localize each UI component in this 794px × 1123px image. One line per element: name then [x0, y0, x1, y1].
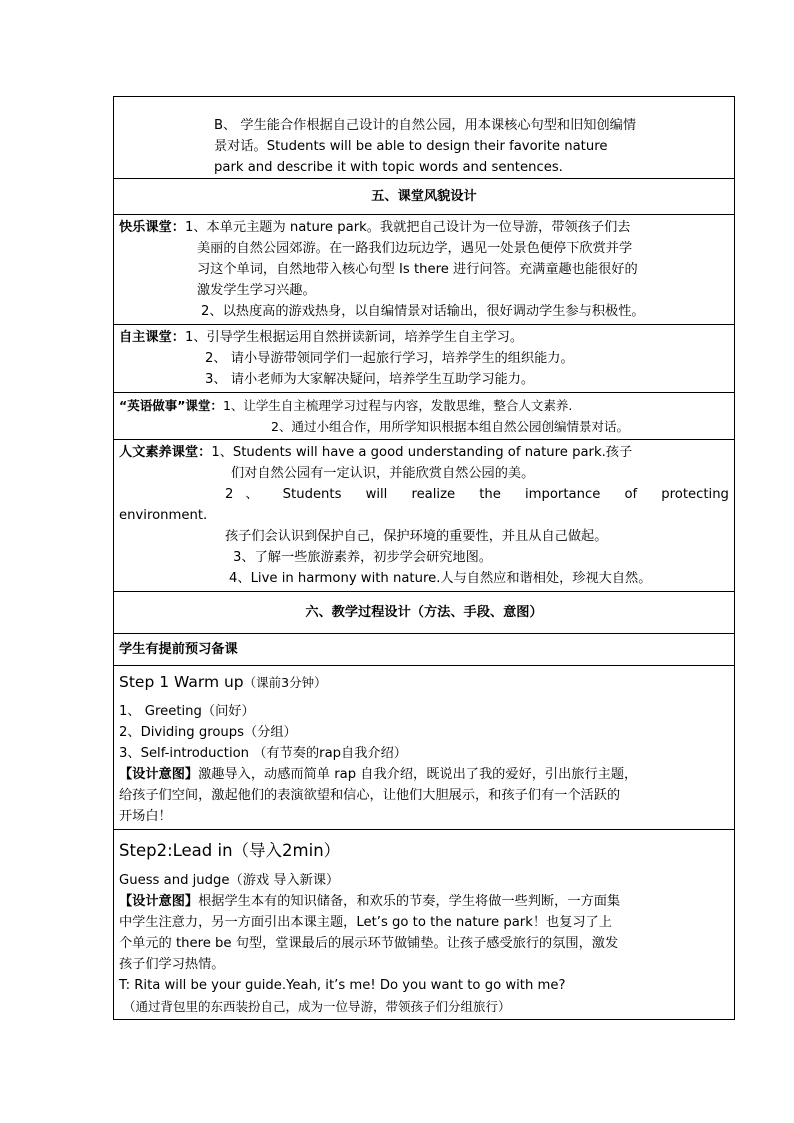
self-class-line-2: 2、 请小导游带领同学们一起旅行学习，培养学生的组织能力。	[205, 351, 574, 366]
humanity-class-label: 人文素养课堂：	[119, 445, 212, 460]
step1-intent-line: 开场白！	[119, 809, 172, 824]
humanity-line-1: 1、Students will have a good understanding of nature park.孩子	[211, 445, 633, 460]
english-class-line-2: 2、通过小组合作，用所学知识根据本组自然公园创编情景对话。	[271, 419, 629, 434]
self-class-row	[114, 325, 735, 393]
goal-b-line-3: park and describe it with topic words and sentences.	[214, 160, 563, 175]
step2-intent-line: 孩子们学习热情。	[119, 957, 225, 972]
humanity-line-5: 孩子们会认识到保护自己，保护环境的重要性，并且从自己做起。	[225, 529, 608, 544]
section6-title: 六、教学过程设计（方法、手段、意图）	[114, 592, 735, 634]
happy-class-label: 快乐课堂：	[119, 220, 185, 235]
happy-class-line: 激发学生学习兴趣。	[197, 283, 316, 298]
humanity-class-row	[114, 440, 735, 592]
step1-intent-label: 【设计意图】	[119, 767, 199, 782]
step1-item: 3、Self-introduction （有节奏的rap自我介绍）	[119, 746, 407, 761]
step2-row	[114, 830, 735, 1020]
step2-cell	[114, 830, 735, 1020]
word: protecting	[661, 487, 729, 502]
step1-cell	[114, 666, 735, 830]
section6-row	[114, 592, 735, 634]
step1-item: 1、 Greeting（问好）	[119, 704, 255, 719]
step2-title: Step2:Lead in（导入2min）	[119, 841, 341, 860]
english-class-label: “英语做事”课堂：	[119, 398, 223, 413]
step1-item: 2、Dividing groups（分组）	[119, 725, 297, 740]
prep-row	[114, 634, 735, 666]
step2-dialog: T: Rita will be your guide.Yeah, it’s me! Do you want to go with me?	[119, 978, 566, 993]
document-page	[113, 96, 735, 1020]
goal-b-row	[114, 97, 735, 179]
word: of	[624, 487, 638, 502]
happy-class-row	[114, 215, 735, 325]
happy-class-line: 1、本单元主题为 nature park。我就把自己设计为一位导游，带领孩子们去	[184, 220, 631, 235]
step1-row	[114, 666, 735, 830]
step1-intent-line: 给孩子们空间，激起他们的表演欲望和信心，让他们大胆展示，和孩子们有一个活跃的	[119, 788, 621, 803]
self-class-line-1: 1、引导学生根据运用自然拼读新词，培养学生自主学习。	[184, 330, 524, 345]
humanity-line-3	[119, 484, 729, 505]
word: the	[479, 487, 501, 502]
step1-time: （课前3分钟）	[243, 675, 327, 690]
step2-intent-label: 【设计意图】	[119, 894, 199, 909]
step2-note: （通过背包里的东西装扮自己，成为一位导游，带领孩子们分组旅行）	[123, 999, 511, 1014]
lesson-plan-table	[113, 96, 735, 1020]
word: importance	[524, 487, 601, 502]
humanity-line-4: environment.	[119, 508, 208, 523]
humanity-line-7: 4、Live in harmony with nature.人与自然应和谐相处，珍视大自然。	[229, 571, 652, 586]
goal-b-line-1: B、 学生能合作根据自己设计的自然公园，用本课核心句型和旧知创编情	[214, 118, 637, 133]
word: Students	[282, 487, 342, 502]
english-class-line-1: 1、让学生自主梳理学习过程与内容，发散思维，整合人文素养.	[222, 398, 573, 413]
happy-class-line: 2、以热度高的游戏热身，以自编情景对话输出，很好调动学生参与积极性。	[201, 304, 645, 319]
humanity-line-6: 3、了解一些旅游素养，初步学会研究地图。	[233, 550, 492, 565]
section5-title: 五、课堂风貌设计	[114, 179, 735, 215]
happy-class-line: 美丽的自然公园郊游。在一路我们边玩边学，遇见一处景色便停下欣赏并学	[197, 241, 633, 256]
self-class-line-3: 3、 请小老师为大家解决疑问，培养学生互助学习能力。	[205, 372, 535, 387]
happy-class-cell	[114, 215, 735, 325]
humanity-line-2: 们对自然公园有一定认识，并能欣赏自然公园的美。	[231, 466, 535, 481]
step2-intent-line: 根据学生本有的知识储备，和欢乐的节奏，学生将做一些判断，一方面集	[198, 894, 621, 909]
self-class-cell	[114, 325, 735, 393]
step1-intent-line: 激趣导入，动感而简单 rap 自我介绍，既说出了我的爱好，引出旅行主题，	[198, 767, 638, 782]
word: realize	[411, 487, 456, 502]
english-class-row	[114, 393, 735, 440]
word: will	[365, 487, 388, 502]
english-class-cell	[114, 393, 735, 440]
step2-intent-line: 中学生注意力，另一方面引出本课主题，Let’s go to the nature park！也复习了上	[119, 915, 612, 930]
step2-sub: Guess and judge（游戏 导入新课）	[119, 873, 340, 888]
self-class-label: 自主课堂：	[119, 330, 185, 345]
goal-b-line-2: 景对话。Students will be able to design their favorite nature	[214, 139, 608, 154]
goal-b-cell	[114, 97, 735, 179]
section5-row	[114, 179, 735, 215]
prep-text: 学生有提前预习备课	[114, 634, 735, 666]
word: 2	[225, 487, 234, 502]
humanity-class-cell	[114, 440, 735, 592]
step2-intent-line: 个单元的 there be 句型，堂课最后的展示环节做铺垫。让孩子感受旅行的氛围，激发	[119, 936, 619, 951]
word: 、	[245, 487, 259, 502]
happy-class-line: 习这个单词，自然地带入核心句型 Is there 进行问答。充满童趣也能很好的	[197, 262, 638, 277]
step1-title: Step 1 Warm up	[119, 673, 244, 691]
